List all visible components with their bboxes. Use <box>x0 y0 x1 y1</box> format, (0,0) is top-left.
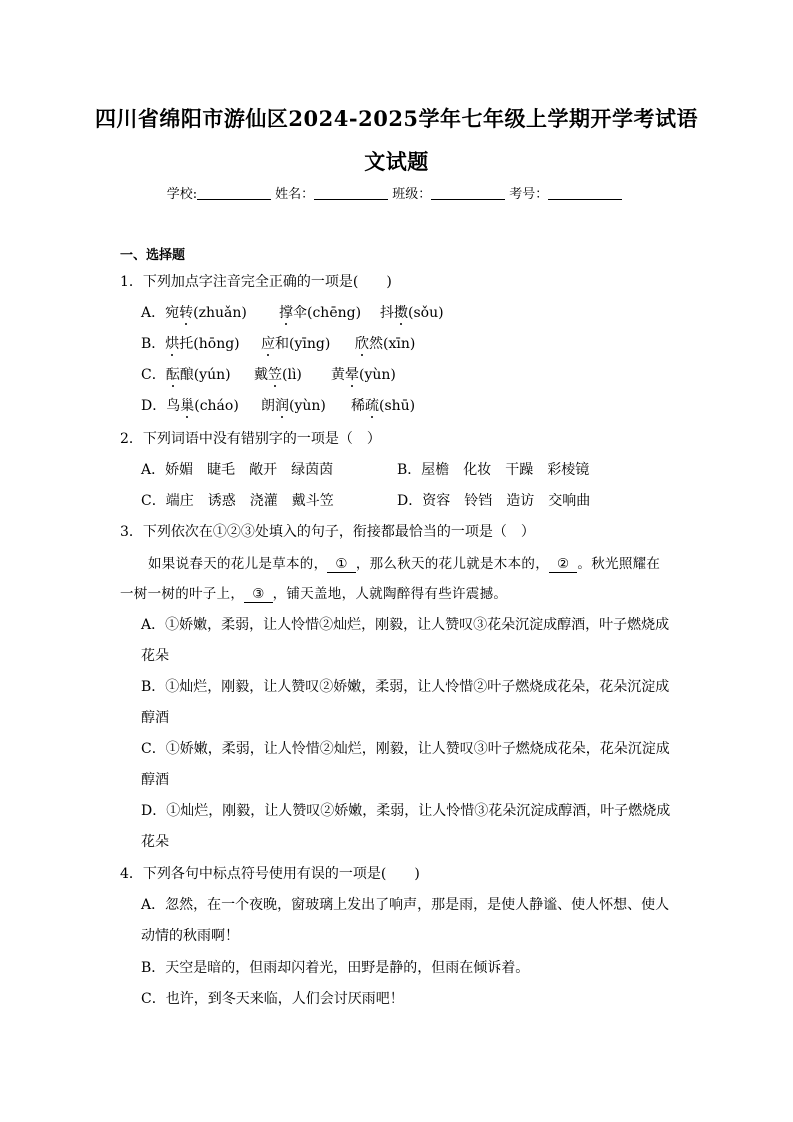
question-4-option-c: C．也许，到冬天来临，人们会讨厌雨吧！ <box>141 991 404 1007</box>
class-label: 班级： <box>392 187 432 202</box>
page-title: 四川省绵阳市游仙区2024-2025学年七年级上学期开学考试语 <box>94 106 699 131</box>
blank-1: ① <box>327 556 355 573</box>
question-1-option-a: A．宛转(zhuǎn) 撑伞(chēng) 抖擞(sǒu) <box>141 305 444 321</box>
question-1-option-d: D．鸟巢(cháo) 朗润(yùn) 稀疏(shū) <box>141 398 416 414</box>
question-2-stem: 2．下列词语中没有错别字的一项是（ ） <box>120 431 381 447</box>
question-3-option-c-cont: 醇酒 <box>141 772 169 788</box>
question-1-stem: 1．下列加点字注音完全正确的一项是( ) <box>120 274 392 290</box>
question-2-option-b: B．屋檐 化妆 干躁 彩棱镜 <box>397 462 590 478</box>
question-3-passage-line-1: 如果说春天的花儿是草本的， ① ，那么秋天的花儿就是木本的， ② 。秋光照耀在 <box>148 556 661 572</box>
question-3-passage-line-2: 一树一树的叶子上， ③ ，铺天盖地，人就陶醉得有些许震撼。 <box>120 586 508 602</box>
question-2-option-c: C．端庄 诱惑 浇灌 戴斗笠 <box>141 493 334 509</box>
question-3-option-c: C．①娇嫩，柔弱，让人怜惜②灿烂，刚毅，让人赞叹③叶子燃烧成花朵，花朵沉淀成 <box>141 741 670 757</box>
student-info-row <box>0 183 793 202</box>
question-3-option-d: D．①灿烂，刚毅，让人赞叹②娇嫩，柔弱，让人怜惜③花朵沉淀成醇酒，叶子燃烧成 <box>141 803 671 819</box>
question-3-option-b: B．①灿烂，刚毅，让人赞叹②娇嫩，柔弱，让人怜惜②叶子燃烧成花朵，花朵沉淀成 <box>141 679 670 695</box>
exam-number-label: 考号： <box>509 187 549 202</box>
name-label: 姓名： <box>275 187 315 202</box>
question-4-option-a-cont: 动情的秋雨啊！ <box>141 928 239 944</box>
page-title-continued: 文试题 <box>364 149 429 174</box>
section-heading: 一、选择题 <box>120 248 186 263</box>
blank-2: ② <box>549 556 577 573</box>
question-1-option-b: B．烘托(hōng) 应和(yīng) 欣然(xīn) <box>141 336 416 352</box>
school-field[interactable] <box>197 186 271 200</box>
school-label: 学校: <box>166 187 198 202</box>
question-3-option-a: A．①娇嫩，柔弱，让人怜惜②灿烂，刚毅，让人赞叹③花朵沉淀成醇酒，叶子燃烧成 <box>141 617 670 633</box>
question-4-option-a: A．忽然，在一个夜晚，窗玻璃上发出了响声，那是雨，是使人静谧、使人怀想、使人 <box>141 897 670 913</box>
question-4-stem: 4．下列各句中标点符号使用有误的一项是( ) <box>120 866 420 882</box>
exam-number-field[interactable] <box>548 186 622 200</box>
name-field[interactable] <box>314 186 388 200</box>
blank-3: ③ <box>244 586 272 603</box>
question-2-option-d: D．资容 铃铛 造访 交响曲 <box>397 493 591 509</box>
question-3-stem: 3．下列依次在①②③处填入的句子，衔接都最恰当的一项是（ ） <box>120 524 535 540</box>
question-3-option-b-cont: 醇酒 <box>141 710 169 726</box>
question-3-option-d-cont: 花朵 <box>141 834 169 850</box>
question-2-option-a: A．娇媚 睫毛 敞开 绿茵茵 <box>141 462 334 478</box>
question-3-option-a-cont: 花朵 <box>141 648 169 664</box>
question-4-option-b: B．天空是暗的，但雨却闪着光，田野是静的，但雨在倾诉着。 <box>141 960 530 976</box>
question-1-option-c: C．酝酿(yún) 戴笠(lì) 黄晕(yùn) <box>141 367 396 383</box>
class-field[interactable] <box>431 186 505 200</box>
